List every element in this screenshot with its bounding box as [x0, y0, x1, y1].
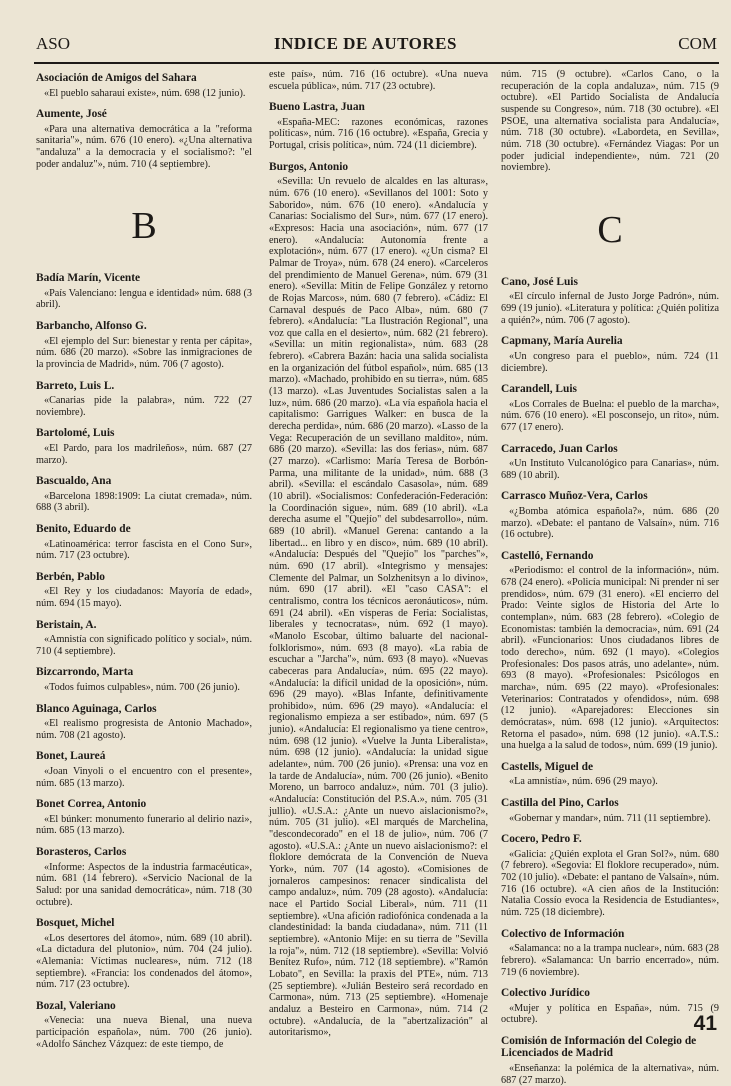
article-list: «Amnistía con significado político y social», núm. 710 (4 septiembre).	[36, 634, 252, 657]
running-head-last-entry: COM	[678, 34, 717, 53]
author-entry	[36, 272, 252, 311]
continued-entry-text: núm. 715 (9 octubre). «Carlos Cano, o la recuperación de la copla andaluza», núm. 715 (9 octubre). «El Partido Socialista de Andalucía suspende su Congreso», núm. 718 (30 octubre). «El PSOE, una alternativa socialista para Andalucía», núm. 718 (30 octubre). «Labordeta, en Sevilla», núm. 718 (30 octubre). «Fernández Viagas: Por un poder judicial independiente», núm. 721 (20 noviembre).	[501, 69, 719, 174]
author-name: Barbancho, Alfonso G.	[36, 320, 147, 333]
author-name: Cocero, Pedro F.	[501, 833, 582, 846]
running-head-first-entry: ASO	[36, 34, 71, 53]
author-entry	[501, 761, 719, 788]
article-list: «El Pardo, para los madrileños», núm. 687 (27 marzo).	[36, 442, 252, 466]
article-list: «Joan Vinyoli o el encuentro con el presente», núm. 685 (13 marzo).	[36, 765, 252, 789]
author-entry	[36, 1000, 252, 1050]
page-number: 41	[693, 1012, 717, 1035]
article-list: «Periodismo: el control de la información», núm. 678 (24 enero). «Policía municipal: Ni prender ni ser prendidos», núm. 679 (31 enero). «El encierro del Prado: Veinte siglos de Historia del Arte lo contemplan», núm. 683 (28 febrero). «Colegio de Economistas: también la democracia», núm. 691 (24 abril). «Funcionarios: Unos ciudadanos libres de todo derecho», núm. 692 (1 mayo). «Colegios Profesionales: Dos pasos atrás, uno adelante», núm. 693 (8 mayo). «Profesionales: Psicólogos en marcha», núm. 695 (22 mayo). «Profesionales: Veterinarios: Contratados y ofendidos», núm. 698 (12 junio). «Aparejadores: Elecciones sin demócratas», núm. 698 (12 junio). «Arquitectos: Retorna el pasado», núm. 698 (12 junio). «A.T.S.: una huelga a la salud de todos», núm. 699 (19 junio).	[501, 565, 719, 752]
author-name: Berbén, Pablo	[36, 570, 105, 583]
author-name: Beristain, A.	[36, 618, 97, 631]
author-name: Carracedo, Juan Carlos	[501, 442, 618, 455]
article-list: «Latinoamérica: terror fascista en el Cono Sur», núm. 717 (23 octubre).	[36, 538, 252, 562]
author-name: Borasteros, Carlos	[36, 846, 127, 859]
author-name: Blanco Aguinaga, Carlos	[36, 702, 157, 715]
author-entry	[36, 475, 252, 514]
author-entry	[269, 101, 488, 151]
author-name: Comisión de Información del Colegio de Licenciados de Madrid	[501, 1034, 697, 1060]
author-entry	[36, 72, 252, 99]
article-list: «¿Bomba atómica española?», núm. 686 (20 marzo). «Debate: el pantano de Valsaín», núm. 716 (16 octubre).	[501, 505, 719, 541]
author-name: Castells, Miguel de	[501, 760, 594, 773]
author-entry	[501, 490, 719, 540]
author-entry	[36, 427, 252, 466]
author-entry	[36, 750, 252, 789]
author-entry	[36, 666, 252, 693]
author-name: Colectivo Jurídico	[501, 987, 590, 1000]
article-list: «Enseñanza: la polémica de la alternativa», núm. 687 (27 marzo).	[501, 1062, 719, 1086]
article-list: «Los desertores del átomo», núm. 689 (10 abril). «La dictadura del plutonio», núm. 704 (24 julio). «Alemania: Víctimas nucleares», núm. 712 (18 septiembre). «Francia: los condenados del átomo», núm. 717 (23 octubre).	[36, 932, 252, 991]
author-entry	[36, 571, 252, 610]
article-list: «Informe: Aspectos de la industria farmacéutica», núm. 681 (14 febrero). «Servicio Nacional de la Salud: por una sanidad democrática», núm. 718 (30 octubre).	[36, 861, 252, 908]
author-name: Castelló, Fernando	[501, 549, 594, 562]
article-list: «Todos fuimos culpables», núm. 700 (26 junio).	[44, 681, 240, 693]
author-name: Badía Marín, Vicente	[36, 272, 141, 285]
author-entry	[501, 276, 719, 326]
author-entry	[36, 523, 252, 562]
author-entry	[501, 1035, 719, 1086]
article-list: «El ejemplo del Sur: bienestar y renta per cápita», núm. 686 (20 marzo). «Sobre las inmigraciones de la provincia de Madrid», núm. 706 (7 agosto).	[36, 335, 252, 370]
author-entry	[36, 619, 252, 658]
author-name: Bartolomé, Luis	[36, 427, 115, 440]
section-letter: C	[597, 208, 623, 251]
author-entry	[269, 161, 488, 1039]
author-entry	[501, 383, 719, 433]
page-title: INDICE DE AUTORES	[274, 34, 457, 53]
article-list: «Venecia: una nueva Bienal, una nueva participación española», núm. 700 (26 junio). «Adolfo Sánchez Vázquez: de este tiempo, de	[36, 1015, 252, 1050]
article-list: «Para una alternativa democrática a la "reforma sanitaria"», núm. 676 (10 enero). «¿Una alternativa "andaluza" a la democracia y el socialismo?: "el poder andaluz"», núm. 710 (4 septiembre).	[36, 123, 252, 170]
article-list: «Los Corrales de Buelna: el pueblo de la marcha», núm. 676 (10 enero). «El posconsejo, un rito», núm. 677 (17 enero).	[501, 398, 719, 433]
article-list: «El pueblo saharaui existe», núm. 698 (12 junio).	[44, 87, 246, 99]
author-name: Bueno Lastra, Juan	[269, 101, 365, 114]
article-list: «Gobernar y mandar», núm. 711 (11 septiembre).	[509, 812, 711, 824]
author-entry	[501, 335, 719, 374]
author-name: Burgos, Antonio	[269, 160, 349, 173]
author-entry	[36, 798, 252, 837]
article-list: «El Rey y los ciudadanos: Mayoría de edad», núm. 694 (15 mayo).	[36, 586, 252, 609]
author-name: Castilla del Pino, Carlos	[501, 797, 619, 810]
author-name: Cano, José Luis	[501, 275, 578, 288]
author-entry	[36, 320, 252, 370]
article-list: «El realismo progresista de Antonio Machado», núm. 708 (21 agosto).	[36, 718, 252, 741]
column-1	[36, 69, 252, 1050]
article-list: «Salamanca: no a la trampa nuclear», núm. 683 (28 febrero). «Salamanca: Un barrio encerrado», núm. 719 (6 noviembre).	[501, 943, 719, 978]
author-name: Bosquet, Michel	[36, 917, 115, 930]
article-list: «País Valenciano: lengua e identidad» núm. 688 (3 abril).	[36, 287, 252, 311]
article-list: «Sevilla: Un revuelo de alcaldes en las alturas», núm. 676 (10 enero). «Sevillanos del 1001: Soto y Saborido», núm. 676 (10 enero). «Andalucía y Canarias: Socialismo del Sur», núm. 677 (17 enero). «Expresos: Hacia una asociación», núm. 677 (17 enero). «Andalucía: Autonomía frente a explotación», núm. 677 (17 enero). «¿Un cisma? El Palmar de Troya», núm. 678 (24 enero). «Carceleros del prendimiento de Manuel Gerena», núm. 679 (31 enero). «Sevilla: Mitin de Felipe González y retorno de Rojas Marcos», núm. 680 (7 febrero). «Cádiz: El Carnaval después de Paco Alba», núm. 680 (7 febrero). «Andalucía: "La Ilustración Regional", una voz que calla en el desierto», núm. 682 (21 febrero). «Sevilla: un mitin regionalista», núm. 683 (28 febrero). «Cabrera Bazán: hacia una salida socialista en la organización del fútbol español», núm. 685 (13 marzo). «Machado, prohibido en su tierra», núm. 685 (13 marzo). «Las Juventudes Socialistas salen a la luz», núm. 686 (20 marzo). «La vía española hacia el capitalismo: Garrigues Walker: en busca de la derecha perdida», núm. 686 (20 marzo). «Lasso de la Vega: Recuperación de un sevillano maldito», núm. 686 (20 marzo). «Sevilla: las dos ferias», núm. 687 (27 marzo). «Carlismo: María Teresa de Borbón-Parma, una militante de la unidad», núm. 688 (3 abril). «Sevilla: el escándalo Casasola», núm. 689 (10 abril). «Socialismos: Confederación-Federación: la Coordinación sigue», núm. 689 (10 abril). «La derecha asume el "Quejío" del subdesarrollo», núm. 689 (10 abril). «Manuel Gerena: cantando a la libertad... en libro y en disco», núm. 689 (10 abril). «Andalucía: Después del "Quejío" los "parches"», núm. 690 (17 abril). «Integrismo y mensajes: Clemente del Palmar, un Solzhenitsyn a lo divino», núm. 690 (17 abril). «El "caso CASA": el centralismo, contra los técnicos aeronáuticos», núm. 691 (24 abril). «En vísperas de Feria: Socialistas, liberales y tecnocratas», núm. 692 (1 mayo). «Manolo Escobar, último baluarte del nacional-folklorismo», núm. 693 (8 mayo). «La rabia de escuchar a "Jarcha"», núm. 693 (8 mayo). «Nuevas cabeceras para Andalucía», núm. 695 (22 mayo). «Andalucía: la difícil unidad de la oposición», núm. 696 (29 mayo). «Blas Infante, definitivamente prohibido», núm. 696 (29 mayo). «Andalucía: el regionalismo empieza a ser estibado», núm. 697 (5 junio). «Andalucía: El regionalismo ya tiene centro», núm. 698 (12 junio). «Vuelve la Junta Liberalista», núm. 698 (12 junio). «Andalucía: la unidad sigue adelante», núm. 700 (26 junio). «Prensa: una voz en la tarde de Andalucía», núm. 700 (26 junio). «Benito Moreno, un barroco andaluz», núm. 701 (3 julio). «Andalucía: Constitución del P.S.A.», núm. 705 (31 jullio). «U.S.A.: ¿Ante un nuevo aislacionismo?», núm. 705 (31 julio). «El marqués de Marchelina, "descondecorado" en el 18 de julio», núm. 706 (7 agosto). «U.S.A.: ¿Ante un nuevo aislacionismo?: el floklore demócrata de la Convención de Nueva York», núm. 707 (14 agosto). «Comisiones de jornaleros campesinos: renacer sindicalista del campo andaluz», núm. 709 (28 agosto). «Andalucía: nace el Partido Social Liberal», núm. 711 (11 septiembre). «Una afición radiofónica condenada a la clandestinidad: la banda ciudadana», núm. 711 (11 septiembre). «Antonio Mije: en su tierra de "Sevilla la roja"», núm. 712 (18 septiembre). «Sevilla: Volvió Benítez Rufo», núm. 712 (18 septiembre). «"Ramón Lobato", en Sevilla: la praxis del PTE», núm. 713 (25 septiembre). «Julián Besteiro será recordado en Carmona», núm. 713 (25 septiembre). «Homenaje andaluz a Besteiro en Carmona», núm. 714 (2 octubre). «Andalucía, de la "abertzalización" al autoritarismo»,	[269, 176, 488, 1039]
author-name: Bozal, Valeriano	[36, 999, 116, 1012]
article-list: «España-MEC: razones económicas, razones políticas», núm. 716 (16 octubre). «España, Grecia y Portugal, crisis política», núm. 724 (11 diciembre).	[269, 116, 488, 152]
article-list: «Barcelona 1898:1909: La ciutat cremada», núm. 688 (3 abril).	[36, 490, 252, 514]
article-list: «El círculo infernal de Justo Jorge Padrón», núm. 699 (19 junio). «Literatura y política: ¿Quién politiza a quién?», núm. 706 (7 agosto).	[501, 291, 719, 326]
author-name: Barreto, Luis L.	[36, 379, 115, 392]
author-name: Carrasco Muñoz-Vera, Carlos	[501, 490, 648, 503]
author-entry	[501, 928, 719, 978]
author-entry	[501, 550, 719, 752]
article-list: «Canarias pide la palabra», núm. 722 (27 noviembre).	[36, 395, 252, 418]
section-letter: B	[131, 205, 157, 248]
author-entry	[36, 846, 252, 908]
author-entry	[501, 833, 719, 918]
article-list: «Mujer y política en España», núm. 715 (9 octubre).	[501, 1002, 719, 1026]
author-name: Colectivo de Información	[501, 927, 625, 940]
author-entry	[501, 987, 719, 1026]
author-entry	[36, 380, 252, 419]
column-3	[501, 69, 719, 1086]
author-name: Bonet Correa, Antonio	[36, 798, 147, 811]
author-entry	[501, 443, 719, 482]
author-name: Asociación de Amigos del Sahara	[36, 72, 197, 84]
author-entry	[501, 797, 719, 824]
author-name: Bascualdo, Ana	[36, 475, 112, 488]
author-name: Aumente, José	[36, 108, 107, 121]
article-list: «Un Instituto Vulcanológico para Canarias», núm. 689 (10 abril).	[501, 458, 719, 481]
article-list: «El búnker: monumento funerario al delirio nazi», núm. 685 (13 marzo).	[36, 813, 252, 837]
author-entry	[36, 108, 252, 170]
author-entry	[36, 703, 252, 742]
article-list: «Un congreso para el pueblo», núm. 724 (11 diciembre).	[501, 350, 719, 374]
article-list: «La amnistía», núm. 696 (29 mayo).	[509, 776, 658, 788]
header-rule	[34, 62, 719, 64]
author-name: Capmany, María Aurelia	[501, 335, 623, 348]
author-name: Bizcarrondo, Marta	[36, 666, 134, 679]
author-name: Carandell, Luis	[501, 383, 577, 396]
article-list: «Galicia: ¿Quién explota el Gran Sol?», núm. 680 (7 febrero). «Segovia: El floklore recuperado», núm. 702 (10 julio). «Debate: el pantano de Valsaín», núm. 716 (16 octubre). «A cien años de la Institución: Natalia Cossío evoca la Residencia de Estudiantes», núm. 725 (18 diciembre).	[501, 848, 719, 919]
author-name: Bonet, Laureá	[36, 750, 106, 763]
column-2	[269, 69, 488, 1039]
author-name: Benito, Eduardo de	[36, 523, 131, 535]
author-entry	[36, 917, 252, 991]
continued-entry-text: este país», núm. 716 (16 octubre). «Una nueva escuela pública», núm. 717 (23 octubre).	[269, 69, 488, 92]
